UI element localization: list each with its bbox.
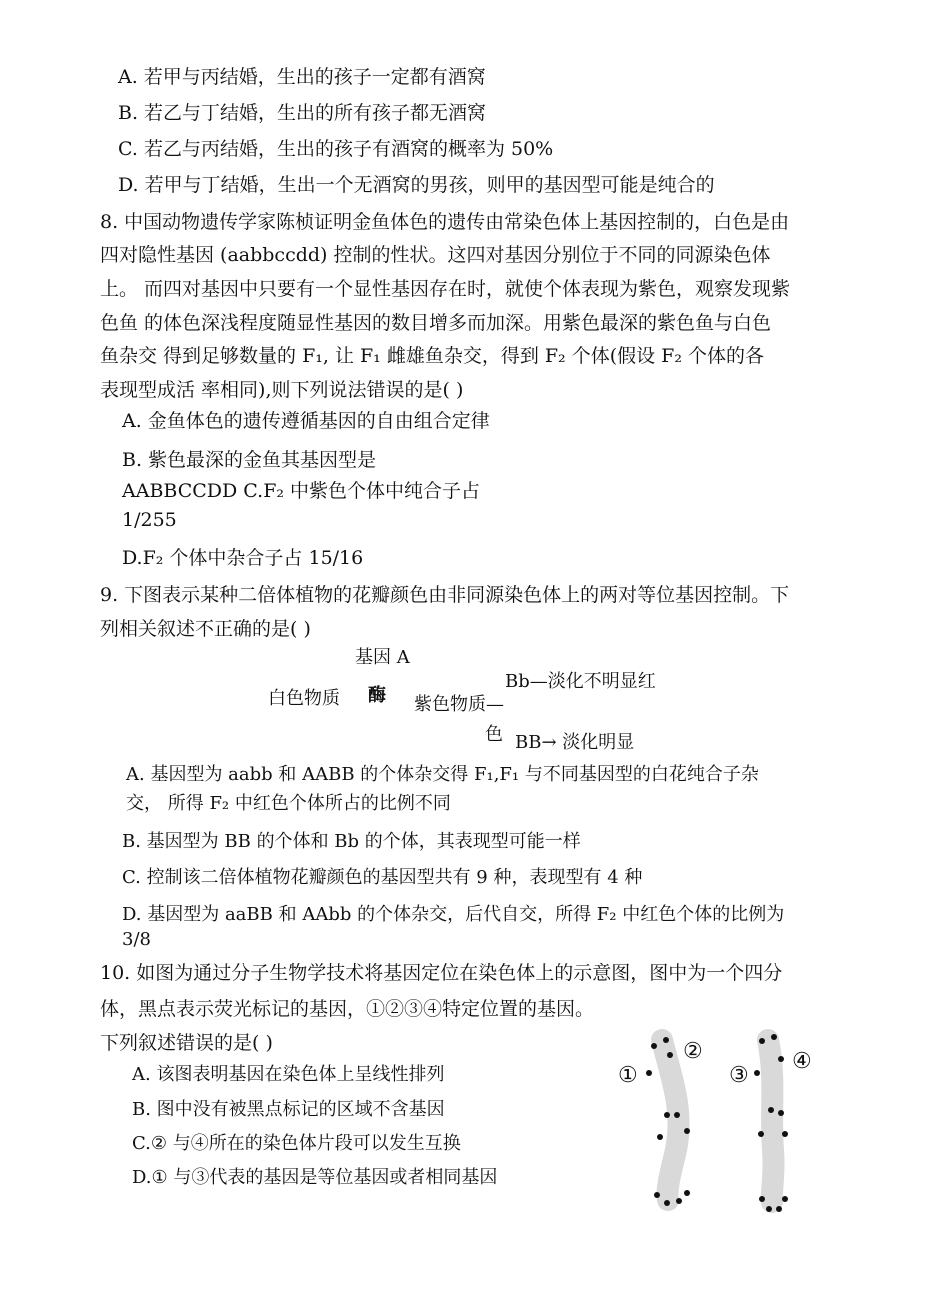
fluorescent-gene-dot xyxy=(674,1112,680,1118)
gene-label-3: ③ xyxy=(729,1063,749,1088)
color-label: 色 xyxy=(485,724,503,745)
purple-substance-label: 紫色物质— xyxy=(414,694,504,715)
q9-stem-line-2: 列相关叙述不正确的是( ) xyxy=(100,618,311,640)
fluorescent-gene-dot xyxy=(759,1038,765,1044)
q8-stem-line-1: 8. 中国动物遗传学家陈桢证明金鱼体色的遗传由常染色体上基因控制的，白色是由 xyxy=(100,211,790,233)
q7-option-a: A. 若甲与丙结婚，生出的孩子一定都有酒窝 xyxy=(118,66,486,88)
q10-option-a: A. 该图表明基因在染色体上呈线性排列 xyxy=(132,1064,445,1085)
white-substance-label: 白色物质 xyxy=(268,688,340,709)
fluorescent-gene-dot xyxy=(759,1196,765,1202)
fluorescent-gene-dot xyxy=(663,1037,669,1043)
q10-stem-line-1: 10. 如图为通过分子生物学技术将基因定位在染色体上的示意图，图中为一个四分 xyxy=(100,962,783,984)
q8-stem-line-4: 色鱼 的体色深浅程度随显性基因的数目增多而加深。用紫色最深的紫色鱼与白色 xyxy=(100,312,772,334)
fluorescent-gene-dot xyxy=(768,1107,774,1113)
fluorescent-gene-dot xyxy=(664,1200,670,1206)
fluorescent-gene-dot xyxy=(667,1052,673,1058)
fluorescent-gene-dot xyxy=(651,1043,657,1049)
q10-stem-line-2: 体，黑点表示荧光标记的基因，①②③④特定位置的基因。 xyxy=(100,998,595,1020)
gene-label-1: ① xyxy=(618,1063,638,1088)
fluorescent-gene-dot xyxy=(771,1034,777,1040)
enzyme-label: 酶 xyxy=(368,685,386,706)
fluorescent-gene-dot xyxy=(766,1206,772,1212)
fluorescent-gene-dot xyxy=(657,1134,663,1140)
fluorescent-gene-dot xyxy=(778,1056,784,1062)
bb-heterozygous-label: Bb—淡化不明显红 xyxy=(505,671,656,692)
fluorescent-gene-dot xyxy=(778,1110,784,1116)
q9-option-d-cont: 3/8 xyxy=(122,929,151,950)
q10-stem-line-3: 下列叙述错误的是( ) xyxy=(100,1032,273,1054)
fluorescent-gene-dot xyxy=(684,1190,690,1196)
q10-option-d: D.① 与③代表的基因是等位基因或者相同基因 xyxy=(132,1167,498,1188)
q8-stem-line-6: 表现型成活 率相同),则下列说法错误的是( ) xyxy=(100,379,464,401)
chromosome-left xyxy=(662,1040,679,1200)
fluorescent-gene-dot xyxy=(646,1070,652,1076)
chromosome-right xyxy=(768,1040,774,1202)
q7-option-d: D. 若甲与丁结婚，生出一个无酒窝的男孩，则甲的基因型可能是纯合的 xyxy=(118,174,715,196)
q8-stem-line-2: 四对隐性基因 (aabbccdd) 控制的性状。这四对基因分别位于不同的同源染色体 xyxy=(100,244,771,266)
q9-option-a: A. 基因型为 aabb 和 AABB 的个体杂交得 F₁,F₁ 与不同基因型的白花纯合子杂 xyxy=(126,764,759,785)
fluorescent-gene-dot xyxy=(782,1131,788,1137)
fluorescent-gene-dot xyxy=(664,1112,670,1118)
q8-stem-line-3: 上。 而四对基因中只要有一个显性基因存在时，就使个体表现为紫色，观察发现紫 xyxy=(100,278,791,300)
q8-option-b-genotype: AABBCCDD C.F₂ 中紫色个体中纯合子占 xyxy=(122,480,481,502)
q8-option-d: D.F₂ 个体中杂合子占 15/16 xyxy=(122,547,364,569)
gene-label-4: ④ xyxy=(792,1049,812,1074)
gene-a-label: 基因 A xyxy=(355,647,410,668)
q7-option-c: C. 若乙与丙结婚，生出的孩子有酒窝的概率为 50% xyxy=(118,138,554,160)
fluorescent-gene-dot xyxy=(758,1131,764,1137)
q9-option-b: B. 基因型为 BB 的个体和 Bb 的个体，其表现型可能一样 xyxy=(122,831,581,852)
fluorescent-gene-dot xyxy=(676,1198,682,1204)
fluorescent-gene-dot xyxy=(782,1196,788,1202)
fluorescent-gene-dot xyxy=(684,1128,690,1134)
q9-option-a-cont: 交， 所得 F₂ 中红色个体所占的比例不同 xyxy=(126,793,451,814)
fluorescent-gene-dot xyxy=(754,1070,760,1076)
q10-option-c: C.② 与④所在的染色体片段可以发生互换 xyxy=(132,1133,461,1154)
q8-option-b: B. 紫色最深的金鱼其基因型是 xyxy=(122,449,377,471)
fluorescent-gene-dot xyxy=(776,1206,782,1212)
gene-label-2: ② xyxy=(683,1039,703,1064)
q10-option-b: B. 图中没有被黑点标记的区域不含基因 xyxy=(132,1099,445,1120)
fluorescent-gene-dot xyxy=(654,1192,660,1198)
bb-homozygous-label: BB→ 淡化明显 xyxy=(515,732,635,753)
q8-stem-line-5: 鱼杂交 得到足够数量的 F₁, 让 F₁ 雌雄鱼杂交，得到 F₂ 个体(假设 F₂ 个体的各 xyxy=(100,345,765,367)
q7-option-b: B. 若乙与丁结婚，生出的所有孩子都无酒窝 xyxy=(118,102,487,124)
q9-option-c: C. 控制该二倍体植物花瓣颜色的基因型共有 9 种，表现型有 4 种 xyxy=(122,867,643,888)
q9-option-d: D. 基因型为 aaBB 和 AAbb 的个体杂交，后代自交，所得 F₂ 中红色个体的比例为 xyxy=(122,904,785,925)
q8-option-c-value: 1/255 xyxy=(122,509,177,531)
q9-stem-line-1: 9. 下图表示某种二倍体植物的花瓣颜色由非同源染色体上的两对等位基因控制。下 xyxy=(100,584,790,606)
q8-option-a: A. 金鱼体色的遗传遵循基因的自由组合定律 xyxy=(122,410,490,432)
